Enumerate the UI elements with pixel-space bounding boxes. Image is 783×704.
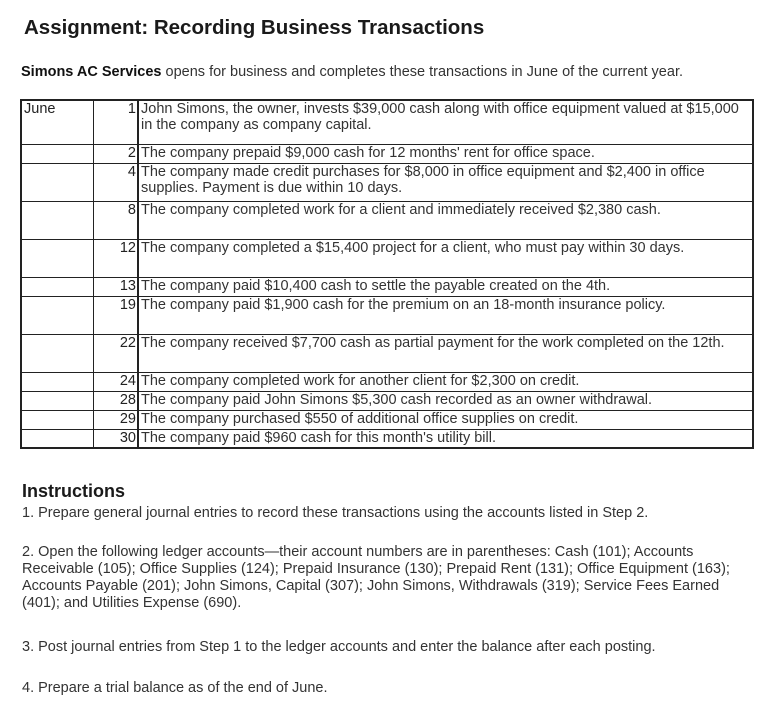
day-cell: 4 [94,163,139,201]
description-cell: The company purchased $550 of additional office supplies on credit. [138,410,753,429]
description-cell: John Simons, the owner, invests $39,000 cash along with office equipment valued at $15,000 in the company as company capital. [138,100,753,144]
description-cell: The company received $7,700 cash as partial payment for the work completed on the 12th. [138,334,753,372]
page-title: Assignment: Recording Business Transactions [24,16,485,39]
table-row [21,410,753,429]
day-cell: 28 [94,391,139,410]
month-cell [21,277,94,296]
table-row [21,201,753,239]
day-cell: 12 [94,239,139,277]
table-row [21,100,753,144]
description-cell: The company paid $10,400 cash to settle the payable created on the 4th. [138,277,753,296]
description-cell: The company paid John Simons $5,300 cash recorded as an owner withdrawal. [138,391,753,410]
description-cell: The company prepaid $9,000 cash for 12 months' rent for office space. [138,144,753,163]
table-row [21,334,753,372]
month-cell [21,296,94,334]
table-row [21,391,753,410]
description-cell: The company completed work for another client for $2,300 on credit. [138,372,753,391]
instruction-step-2: 2. Open the following ledger accounts—their account numbers are in parentheses: Cash (101); Accounts Receivable (105); Office Supplies (124); Prepaid Insurance (130); Prepaid Rent (131); Office Equipment (163); Accounts Payable (201); John Simons, Capital (307); John Simons, Withdrawals (319); Service Fees Earned (401); and Utilities Expense (690). [22,544,730,611]
day-cell: 22 [94,334,139,372]
description-cell: The company made credit purchases for $8,000 in office equipment and $2,400 in office supplies. Payment is due within 10 days. [138,163,753,201]
month-cell [21,372,94,391]
table-row [21,144,753,163]
day-cell: 2 [94,144,139,163]
day-cell: 29 [94,410,139,429]
month-cell [21,410,94,429]
description-cell: The company paid $1,900 cash for the premium on an 18-month insurance policy. [138,296,753,334]
day-cell: 24 [94,372,139,391]
table-row [21,277,753,296]
day-cell: 19 [94,296,139,334]
table-row [21,296,753,334]
day-cell: 30 [94,429,139,448]
table-row [21,429,753,448]
instruction-step-3: 3. Post journal entries from Step 1 to the ledger accounts and enter the balance after each posting. [22,639,656,655]
company-name: Simons AC Services [21,64,162,80]
intro-paragraph [21,64,683,80]
month-cell [21,144,94,163]
table-row [21,163,753,201]
description-cell: The company completed work for a client and immediately received $2,380 cash. [138,201,753,239]
description-cell: The company paid $960 cash for this month's utility bill. [138,429,753,448]
instructions-heading: Instructions [22,481,126,501]
table-row [21,239,753,277]
month-cell [21,334,94,372]
day-cell: 1 [94,100,139,144]
day-cell: 13 [94,277,139,296]
month-cell [21,391,94,410]
instruction-step-1: 1. Prepare general journal entries to record these transactions using the accounts listed in Step 2. [22,505,649,521]
month-cell: June [21,100,94,144]
month-cell [21,201,94,239]
month-cell [21,239,94,277]
transactions-table [20,99,754,449]
month-cell [21,429,94,448]
description-cell: The company completed a $15,400 project for a client, who must pay within 30 days. [138,239,753,277]
day-cell: 8 [94,201,139,239]
table-row [21,372,753,391]
month-cell [21,163,94,201]
intro-text: opens for business and completes these transactions in June of the current year. [161,64,683,80]
instruction-step-4: 4. Prepare a trial balance as of the end of June. [22,680,328,696]
